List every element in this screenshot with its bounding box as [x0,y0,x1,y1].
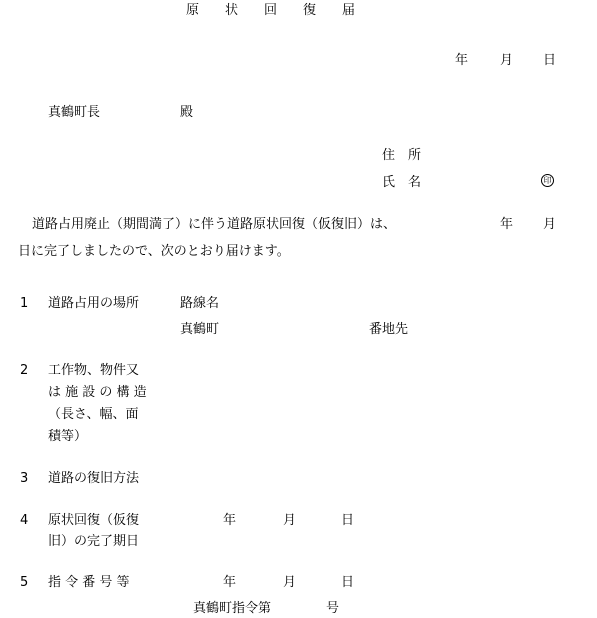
item-2-number: 2 [20,363,29,378]
document-title: 原 状 回 復 届 [186,3,356,18]
item-1-town: 真鶴町 [180,322,220,337]
applicant-address-label: 住 所 [382,148,422,163]
body-line-1-month: 月 [543,217,557,232]
item-2-label-line-4: 積等） [48,429,88,444]
item-2-label-line-2: は 施 設 の 構 造 [48,385,147,400]
item-5-order-suffix: 号 [326,601,340,616]
item-5-order-prefix: 真鶴町指令第 [193,601,272,616]
item-4-month: 月 [283,513,297,528]
item-1-label: 道路占用の場所 [48,296,140,311]
item-5-year: 年 [223,575,237,590]
body-line-1: 道路占用廃止（期間満了）に伴う道路原状回復（仮復旧）は、 [32,217,397,232]
date-year: 年 [455,53,469,68]
item-4-day: 日 [341,513,355,528]
item-3-label: 道路の復旧方法 [48,471,140,486]
seal-mark: 印 [541,174,554,187]
item-2-label-line-1: 工作物、物件又 [48,363,140,378]
item-2-label-line-3: （長さ、幅、面 [48,407,139,422]
body-line-1-year: 年 [500,217,514,232]
item-1-number: 1 [20,296,29,311]
item-4-label-line-1: 原状回復（仮復 [48,513,140,528]
item-4-number: 4 [20,513,29,528]
addressee-honorific: 殿 [180,105,194,120]
date-month: 月 [500,53,514,68]
item-4-year: 年 [223,513,237,528]
applicant-name-label: 氏 名 [382,175,422,190]
item-5-day: 日 [341,575,355,590]
item-4-label-line-2: 旧）の完了期日 [48,534,140,549]
addressee-name: 真鶴町長 [48,105,101,120]
body-line-2: 日に完了しましたので、次のとおり届けます。 [18,244,290,259]
item-1-address-suffix: 番地先 [369,322,409,337]
date-day: 日 [543,53,557,68]
item-5-label: 指 令 番 号 等 [48,575,130,590]
item-5-number: 5 [20,575,29,590]
item-1-route-label: 路線名 [180,296,220,311]
item-5-month: 月 [283,575,297,590]
item-3-number: 3 [20,471,29,486]
